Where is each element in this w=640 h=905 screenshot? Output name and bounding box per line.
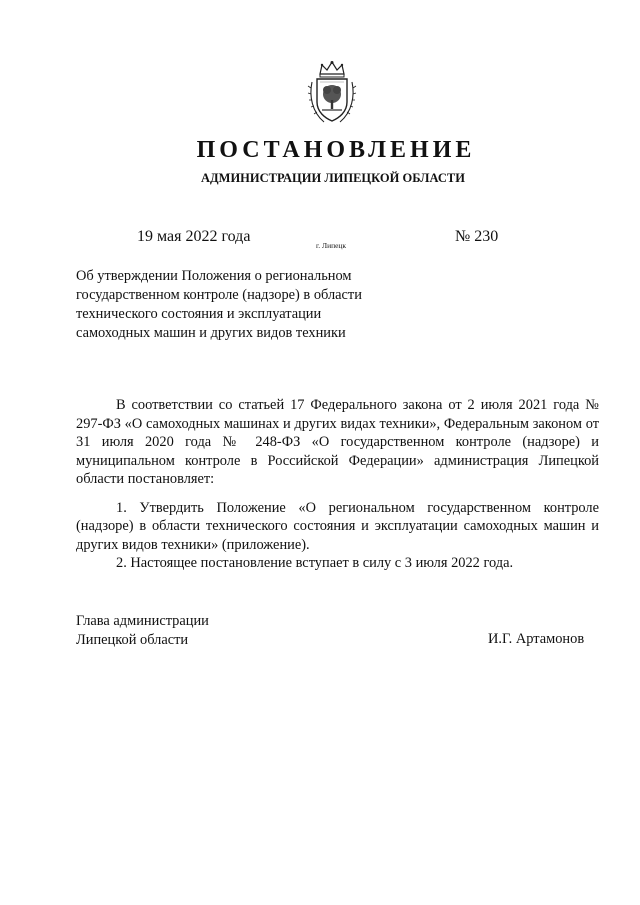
document-subject	[76, 267, 406, 343]
lipetsk-region-coat-of-arms-icon	[306, 60, 358, 126]
document-place: г. Липецк	[316, 241, 347, 250]
document-number: № 230	[455, 228, 499, 245]
document-title: ПОСТАНОВЛЕНИЕ	[196, 137, 476, 163]
item-2-paragraph: 2. Настоящее постановление вступает в силу с 3 июля 2022 года.	[116, 555, 514, 571]
document-date: 19 мая 2022 года	[137, 228, 251, 245]
position-line: Глава администрации	[76, 613, 209, 629]
subject-line: самоходных машин и других видов техники	[76, 325, 346, 341]
signatory-position	[76, 612, 209, 649]
position-line: Липецкой области	[76, 631, 189, 648]
document-body	[76, 396, 599, 573]
document-subtitle: АДМИНИСТРАЦИИ ЛИПЕЦКОЙ ОБЛАСТИ	[201, 171, 465, 185]
signatory-name: И.Г. Артамонов	[488, 631, 585, 647]
item-1-paragraph: 1. Утвердить Положение «О региональном государственном контроле (надзоре) в области технического состояния и эксплуатации самоходных машин и других видов техники» (приложение).	[76, 499, 599, 553]
subject-line: Об утверждении Положения о региональном	[76, 268, 352, 284]
subject-line: технического состояния и эксплуатации	[76, 306, 322, 322]
subject-line: государственном контроле (надзоре) в области	[76, 287, 362, 303]
preamble-paragraph: В соответствии со статьей 17 Федерального закона от 2 июля 2021 года № 297-ФЗ «О самоходных машинах и других видах техники», Федеральным законом от 31 июля 2020 года № 248-ФЗ «О государственном контроле (надзоре) и муниципальном контроле в Российской Федерации» администрация Липецкой области постановляет:	[76, 397, 599, 487]
